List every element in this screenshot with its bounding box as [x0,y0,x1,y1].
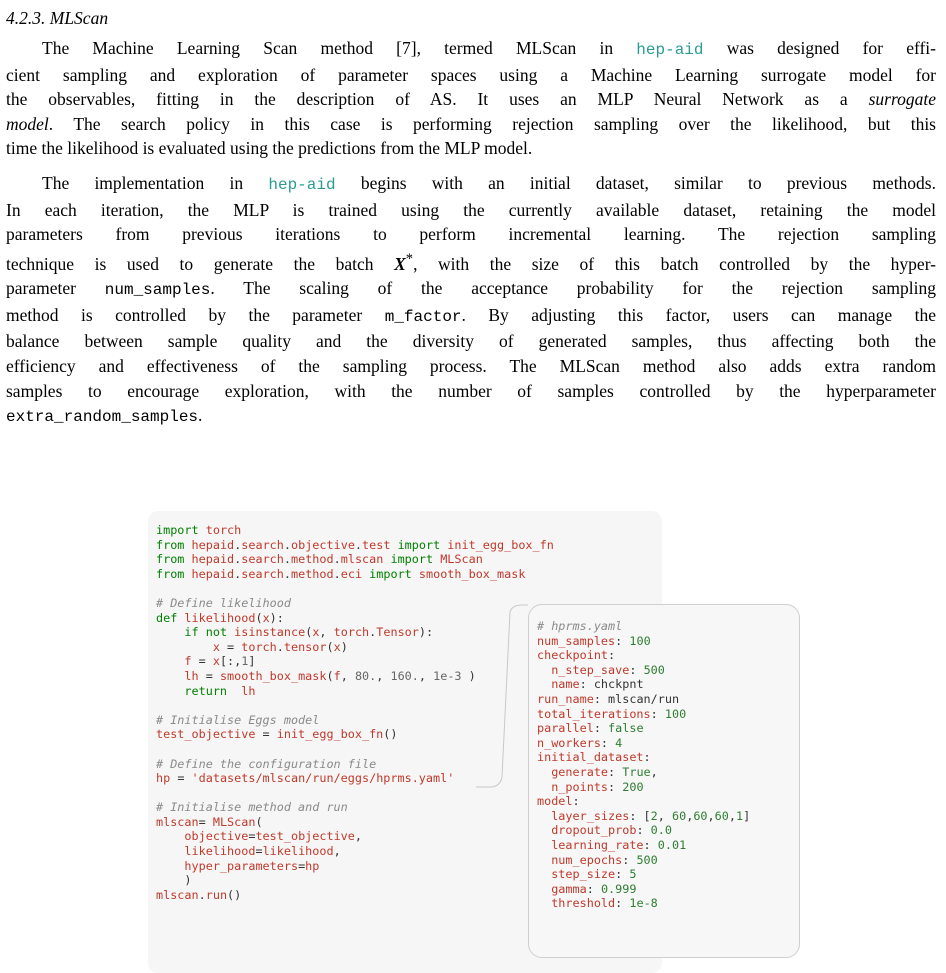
yaml-line: initial_dataset: [537,750,651,765]
yaml-line: parallel: false [537,721,644,736]
p2-line-5: parameter num_samples. The scaling of the acceptance probability for the rejection sampling [6,278,936,300]
p2-line-7: balance between sample quality and the diversity of generated samples, thus affecting both the [6,331,936,352]
yaml-line: n_points: 200 [537,779,644,794]
code-line: # Initialise method and run [156,800,348,815]
yaml-line: generate: True, [537,764,658,779]
p1-line-3: the observables, fitting in the description of AS. It uses an MLP Neural Network as a surrogate [6,89,936,110]
code-line: # Initialise Eggs model [156,712,320,727]
yaml-line: total_iterations: 100 [537,706,687,721]
p1-line-5: time the likelihood is evaluated using the predictions from the MLP model. [6,138,533,159]
p2-line-3: parameters from previous iterations to perform incremental learning. The rejection sampling [6,224,936,245]
yaml-line: # hprms.yaml [537,619,623,633]
code-line: # Define likelihood [156,595,291,610]
code-line: hyper_parameters=hp [184,858,320,873]
yaml-line: learning_rate: 0.01 [537,837,687,852]
yaml-line: num_epochs: 500 [537,852,658,867]
code-line: likelihood=likelihood, [184,844,341,859]
p2-line-10: extra_random_samples. [6,405,203,427]
yaml-line: run_name: mlscan/run [537,691,680,706]
code-line: import torch [156,523,242,537]
yaml-line: step_size: 5 [537,867,637,882]
code-line: return lh [184,683,256,698]
code-line: mlscan.run() [156,887,242,902]
yaml-line: gamma: 0.999 [537,881,637,896]
code-line: from hepaid.search.objective.test import init_egg_box_fn [156,537,554,552]
yaml-code [537,619,750,911]
p2-line-2: In each iteration, the MLP is trained using the currently available dataset, retaining the model [6,199,936,220]
yaml-line: layer_sizes: [2, 60,60,60,1] [537,808,751,823]
p1-line-1: The Machine Learning Scan method [7], termed MLScan in hep-aid was designed for effi- [42,38,937,59]
code-line: # Define the configuration file [156,756,377,771]
code-line: objective=test_objective, [184,829,362,844]
hep-aid-link: hep-aid [636,41,704,59]
code-line: mlscan= MLScan( [156,814,263,829]
code-line: lh = smooth_box_mask(f, 80., 160., 1e-3 ) [184,668,476,683]
p1-line-2: cient sampling and exploration of parameter spaces using a Machine Learning surrogate model for [6,64,936,85]
code-line: x = torch.tensor(x) [212,639,348,654]
code-line: if not isinstance(x, torch.Tensor): [184,625,434,640]
yaml-line: model: [537,794,580,809]
code-line: f = x[:,1] [184,654,256,669]
yaml-line: num_samples: 100 [537,633,651,648]
yaml-line: checkpoint: [537,648,616,663]
yaml-line: dropout_prob: 0.0 [537,823,672,838]
code-line: def likelihood(x): [156,610,284,625]
p1-line-4: model. The search policy in this case is performing rejection sampling over the likelihood, but this [6,113,936,134]
yaml-line: n_workers: 4 [537,735,623,750]
p2-line-1: The implementation in hep-aid begins with an initial dataset, similar to previous methods. [42,173,936,194]
yaml-line: threshold: 1e-8 [537,896,658,911]
yaml-line: name: chckpnt [537,677,644,692]
code-line: ) [156,873,192,888]
code-line: hp = 'datasets/mlscan/run/eggs/hprms.yaml' [156,771,455,786]
code-line: test_objective = init_egg_box_fn() [156,727,398,742]
code-line: from hepaid.search.method.mlscan import MLScan [156,552,483,567]
hep-aid-link: hep-aid [268,176,336,194]
yaml-line: n_step_save: 500 [537,662,665,677]
p2-line-4: technique is used to generate the batch X*, with the size of this batch controlled by the hyper- [6,250,936,274]
code-line: from hepaid.search.method.eci import smooth_box_mask [156,566,526,581]
section-heading: 4.2.3. MLScan [6,8,109,28]
p2-line-9: samples to encourage exploration, with the number of samples controlled by the hyperparameter [6,380,936,401]
yaml-config-block [528,604,800,958]
p2-line-8: efficiency and effectiveness of the sampling process. The MLScan method also adds extra random [6,355,936,376]
p2-line-6: method is controlled by the parameter m_factor. By adjusting this factor, users can manage the [6,304,936,326]
